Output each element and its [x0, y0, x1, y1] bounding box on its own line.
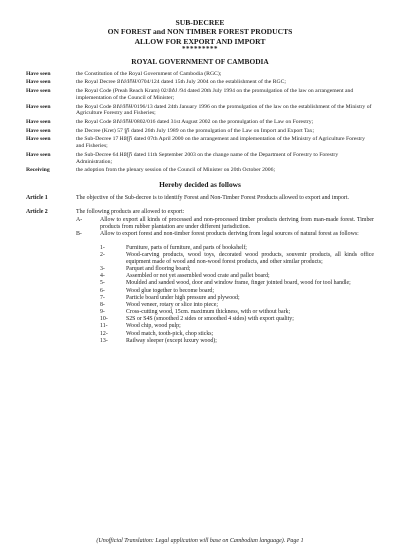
preamble-label: Have seen: [26, 136, 51, 143]
list-item-number: 12-: [100, 330, 108, 337]
title-line-2: ON FOREST and NON TIMBER FOREST PRODUCTS: [107, 27, 293, 37]
list-item-number: 2-: [100, 251, 105, 258]
preamble-row: [26, 104, 374, 118]
list-item-number: 9-: [100, 309, 105, 316]
clause-text: Allow to export all kinds of processed and non-processed timber products deriving from man-made forest. Timber products from rubber plantation are under different jurisdiction.: [100, 216, 374, 230]
list-item: [100, 295, 374, 302]
list-item-number: 4-: [100, 273, 105, 280]
list-item-text: S2S or S4S (smoothed 2 sides or smoothed 4 sides) with export quality;: [126, 316, 294, 323]
preamble-label: Have seen: [26, 151, 51, 158]
list-item: [100, 316, 374, 323]
decision-heading: Hereby decided as follows: [159, 180, 241, 190]
list-item-text: Wood glue together to become board;: [126, 287, 214, 294]
list-item: [100, 280, 374, 287]
list-item: [100, 245, 374, 252]
preamble-label: Have seen: [26, 119, 51, 125]
preamble-row: [26, 136, 374, 150]
preamble-row: [26, 128, 374, 135]
list-item-text: Moulded and sanded wood, door and window frame, finger jointed board, wood for tool handle;: [126, 280, 351, 287]
list-item: [100, 288, 374, 295]
document-title: [26, 18, 374, 46]
preamble-row: [26, 88, 374, 102]
preamble-row: [26, 79, 374, 86]
preamble-row: [26, 152, 374, 166]
list-item: [100, 331, 374, 338]
clause-b: [76, 231, 374, 238]
list-item-number: 6-: [100, 287, 105, 294]
article-1: [26, 195, 374, 202]
preamble-label: Have seen: [26, 127, 51, 134]
list-item-number: 3-: [100, 265, 105, 272]
article-label: Article 2: [26, 209, 48, 216]
preamble-row: [26, 119, 374, 126]
list-item: [100, 323, 374, 330]
list-item-number: 10-: [100, 316, 108, 323]
preamble-text: the Royal Code (Preah Reach Kram) 02/​នស /94 dated 20th July 1994 on the promulgation of the law on arrangement and implementation of the Council of Minister;: [76, 88, 354, 101]
preamble-label: Have seen: [26, 103, 51, 110]
list-item: [100, 266, 374, 273]
preamble-row: [26, 71, 374, 78]
title-line-3: ALLOW FOR EXPORT AND IMPORT: [134, 36, 266, 46]
preamble-text: the Constitution of the Royal Government of Cambodia (RGC);: [76, 70, 222, 77]
clause-a: [76, 217, 374, 231]
separator-stars: *********: [182, 45, 218, 54]
list-item-number: 11-: [100, 323, 108, 330]
preamble-text: the Sub-Decree 17 ​អនក្រ dated 07th April 2000 on the arrangement and implementation of the Ministry of Agriculture Forestry and Fisheries;: [76, 136, 365, 150]
article-2: [26, 209, 374, 345]
preamble-text: the Royal Code ​នស/រកម/0196/13 dated 24th January 1996 on the promulgation of the law on the establishment of the Ministry of Agriculture Forestry and Fisheries;: [76, 103, 372, 117]
article-intro: The following products are allowed to export:: [76, 209, 185, 216]
preamble-row: [26, 167, 374, 174]
clause-text: Allow to export forest and non-timber forest products deriving from legal sources of natural forest as follows:: [100, 231, 359, 238]
list-item: [100, 338, 374, 345]
list-item-text: Wood-carving products, wood toys, decorated wood products, souvenir products, all kinds office equipment made of wood and non-wood forest products, and other similar products;: [126, 251, 374, 265]
list-item-number: 5-: [100, 280, 105, 287]
preamble-text: the Decree (Kret) 57 ​ក្រ dated 26th July 1989 on the promulgation of the Law on Import and Export Tax;: [76, 127, 315, 134]
clause-key: B-: [76, 231, 82, 238]
list-item-number: 13-: [100, 337, 108, 344]
list-item-text: Wood veneer, rotary or slice into piece;: [126, 301, 218, 308]
preamble-label: Have seen: [26, 79, 51, 86]
preamble-text: the Royal Code ​នស/រកម/0802/016 dated 31st August 2002 on the promulgation of the Law on Forestry;: [76, 119, 314, 125]
article-label: Article 1: [26, 195, 48, 202]
preamble-label: Receiving: [26, 167, 50, 174]
preamble-label: Have seen: [26, 70, 51, 77]
preamble: [26, 71, 374, 174]
list-item-text: Wood chip, wood pulp;: [126, 323, 181, 330]
list-item-text: Furniture, parts of furniture, and parts of bookshelf;: [126, 244, 247, 251]
list-item: [100, 309, 374, 316]
list-item-number: 8-: [100, 301, 105, 308]
preamble-label: Have seen: [26, 88, 51, 94]
government-heading: ROYAL GOVERNMENT OF CAMBODIA: [131, 56, 269, 66]
preamble-text: the adoption from the plenary session of the Council of Minister on 20th October 2006;: [76, 167, 276, 174]
list-item-text: Cross-cutting wood, 15cm. maximum thickness, with or without bark;: [126, 309, 291, 316]
list-item-text: Parquet and flooring board;: [126, 265, 191, 272]
list-item-text: Railway sleeper (except luxury wood);: [126, 337, 217, 344]
page-footer: (Unofficial Translation: Legal application will base on Cambodian language). Page 1: [96, 538, 304, 544]
list-item-text: Wood match, tooth-pick, chop sticks;: [126, 330, 214, 337]
product-list: [100, 245, 374, 345]
title-line-1: SUB-DECREE: [175, 18, 225, 27]
article-text: The objective of the Sub-decree is to identify Forest and Non-Timber Forest Products allowed to export and import.: [76, 195, 349, 202]
list-item-number: 7-: [100, 294, 105, 301]
list-item-text: Assembled or not yet assembled wood crate and pallet board;: [126, 273, 270, 280]
list-item-number: 1-: [100, 244, 105, 251]
list-item: [100, 302, 374, 309]
preamble-text: the Sub-Decree 64 ​អនក្រ dated 11th September 2003 on the change name of the Department of Forestry to Forestry Administration;: [76, 151, 339, 165]
clause-key: A-: [76, 216, 83, 223]
list-item-text: Particle board under high pressure and plywood;: [126, 294, 240, 301]
list-item: [100, 252, 374, 266]
preamble-text: the Royal Decree ​នស/រកម/0704/124 dated 15th July 2004 on the establishment of the RGC;: [76, 79, 286, 86]
